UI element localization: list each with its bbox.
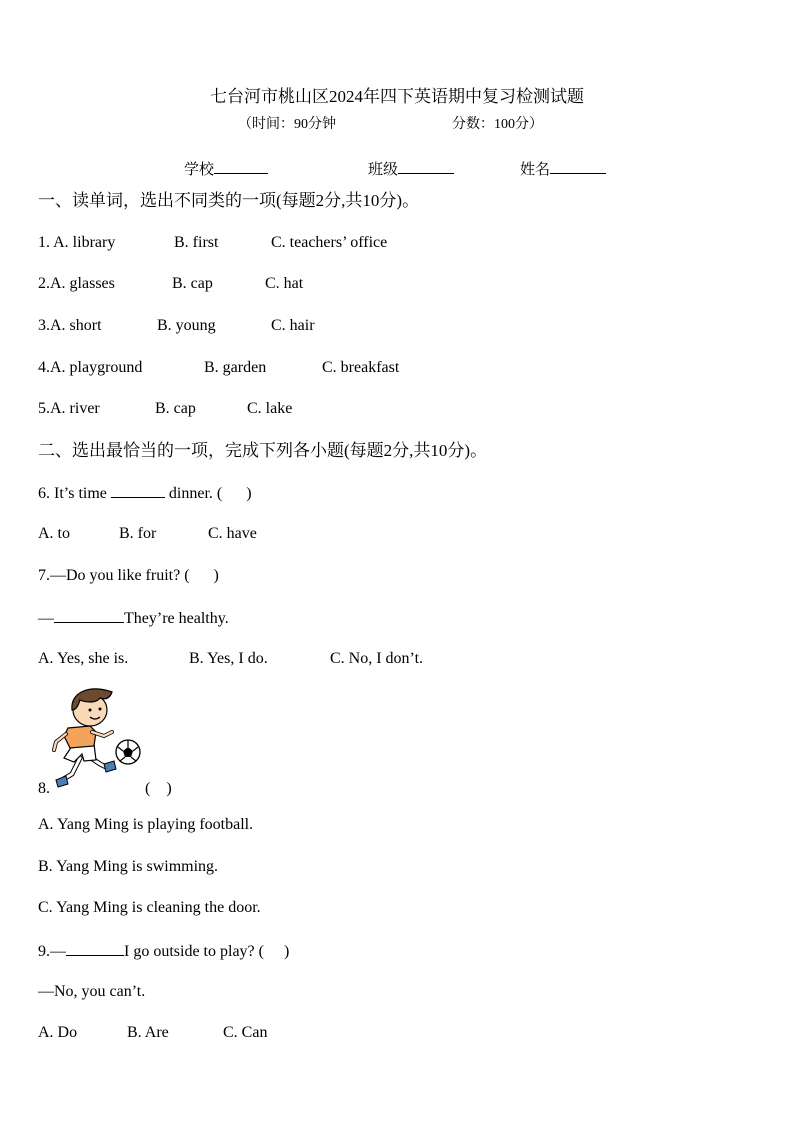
q9-stem-end: I go outside to play? ( ) (124, 943, 290, 960)
q8-number: 8. (38, 780, 50, 797)
q7-reply-dash: — (38, 610, 54, 627)
class-blank[interactable] (398, 160, 454, 174)
boy-front-shoe (104, 761, 116, 772)
boy-eye-left (89, 709, 92, 712)
q7-reply (38, 609, 229, 627)
class-field (368, 160, 454, 178)
q4-option-b: B. garden (204, 359, 267, 376)
q1-option-c: C. teachers’ office (271, 234, 388, 251)
q8-answer-parentheses: ( ) (145, 780, 172, 797)
q9-reply: —No, you can’t. (38, 983, 146, 1000)
page-title: 七台河市桃山区2024年四下英语期中复习检测试题 (210, 87, 584, 106)
q5-option-a: 5.A. river (38, 400, 100, 417)
name-blank[interactable] (550, 160, 606, 174)
q8-option-c: C. Yang Ming is cleaning the door. (38, 899, 261, 916)
q9-stem (38, 942, 289, 960)
q8-option-b: B. Yang Ming is swimming. (38, 858, 219, 875)
q7-stem: 7.—Do you like fruit? ( ) (38, 567, 219, 584)
q6-stem (38, 484, 252, 502)
q2-option-c: C. hat (265, 275, 304, 292)
q9-option-b: B. Are (127, 1024, 169, 1041)
q4-option-a: 4.A. playground (38, 359, 143, 376)
boy-shirt (64, 726, 96, 748)
q6-blank[interactable] (111, 484, 165, 498)
q7-blank[interactable] (54, 609, 124, 623)
q9-option-c: C. Can (223, 1024, 268, 1041)
q1-option-a: 1. A. library (38, 234, 116, 251)
q6-option-b: B. for (119, 525, 157, 542)
section-2-heading: 二、选出最恰当的一项，完成下列各小题(每题2分,共10分)。 (38, 441, 488, 460)
school-blank[interactable] (214, 160, 268, 174)
name-field (520, 160, 606, 178)
q7-option-b: B. Yes, I do. (189, 650, 268, 667)
class-label: 班级 (368, 162, 399, 178)
exam-time: （时间：90分钟 (238, 117, 336, 132)
q3-option-a: 3.A. short (38, 317, 102, 334)
q6-stem-end: dinner. ( ) (164, 485, 252, 502)
q9-option-a: A. Do (38, 1024, 78, 1041)
school-field (184, 160, 268, 178)
q7-reply-text: They’re healthy. (124, 610, 229, 627)
q6-option-c: C. have (208, 525, 257, 542)
boy-back-shoe (56, 776, 68, 787)
q5-option-c: C. lake (247, 400, 293, 417)
boy-kicking-football-illustration (50, 684, 144, 794)
q9-blank[interactable] (66, 942, 124, 956)
q2-option-a: 2.A. glasses (38, 275, 115, 292)
exam-score: 分数：100分） (452, 117, 543, 132)
boy-eye-right (99, 708, 102, 711)
school-label: 学校 (184, 162, 215, 178)
q7-option-c: C. No, I don’t. (330, 650, 424, 667)
section-1-heading: 一、读单词，选出不同类的一项(每题2分,共10分)。 (38, 191, 420, 210)
q9-stem-start: 9.— (38, 943, 66, 960)
q6-stem-start: 6. It’s time (38, 485, 111, 502)
q2-option-b: B. cap (172, 275, 213, 292)
q6-option-a: A. to (38, 525, 70, 542)
q5-option-b: B. cap (155, 400, 196, 417)
q8-option-a: A. Yang Ming is playing football. (38, 816, 254, 833)
q7-option-a: A. Yes, she is. (38, 650, 129, 667)
q4-option-c: C. breakfast (322, 359, 400, 376)
name-label: 姓名 (520, 162, 551, 178)
q3-option-b: B. young (157, 317, 216, 334)
q3-option-c: C. hair (271, 317, 315, 334)
q1-option-b: B. first (174, 234, 219, 251)
